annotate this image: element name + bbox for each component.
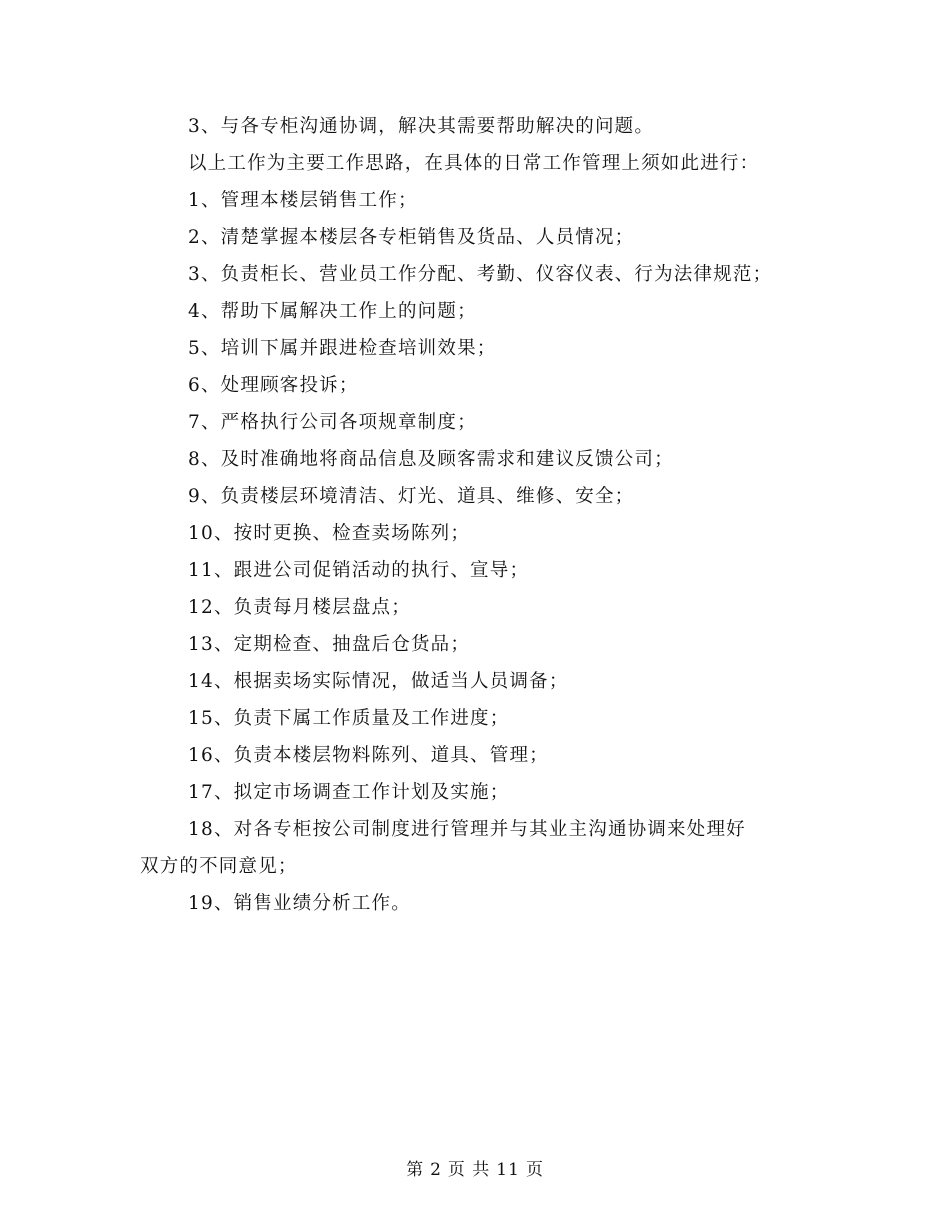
list-item: 5、培训下属并跟进检查培训效果； [188, 338, 497, 359]
list-item: 3、负责柜长、营业员工作分配、考勤、仪容仪表、行为法律规范； [188, 264, 773, 285]
list-item: 13、定期检查、抽盘后仓货品； [188, 634, 471, 655]
footer-page-number: 2 [430, 1160, 442, 1180]
document-body [140, 108, 820, 922]
list-item: 14、根据卖场实际情况，做适当人员调备； [188, 671, 569, 692]
list-item: 2、清楚掌握本楼层各专柜销售及货品、人员情况； [188, 227, 635, 248]
footer-suffix: 页 [525, 1160, 544, 1180]
list-item: 11、跟进公司促销活动的执行、宣导； [188, 560, 530, 581]
footer-total-pages: 11 [496, 1160, 520, 1180]
list-item: 1、管理本楼层销售工作； [188, 190, 418, 211]
list-item: 7、严格执行公司各项规章制度； [188, 412, 477, 433]
list-item: 9、负责楼层环境清洁、灯光、道具、维修、安全； [188, 486, 635, 507]
list-item: 8、及时准确地将商品信息及顾客需求和建议反馈公司； [188, 449, 674, 470]
list-item: 12、负责每月楼层盘点； [188, 597, 411, 618]
paragraph-item-3-coordination: 3、与各专柜沟通协调，解决其需要帮助解决的问题。 [188, 116, 655, 137]
list-item: 6、处理顾客投诉； [188, 375, 359, 396]
list-item-18-line1: 18、对各专柜按公司制度进行管理并与其业主沟通协调来处理好 [188, 819, 746, 840]
list-item: 16、负责本楼层物料陈列、道具、管理； [188, 745, 549, 766]
list-item: 17、拟定市场调查工作计划及实施； [188, 782, 510, 803]
list-item-18-line2: 双方的不同意见； [140, 856, 298, 877]
paragraph-intro: 以上工作为主要工作思路，在具体的日常工作管理上须如此进行： [188, 153, 760, 174]
footer-middle: 页 共 [447, 1160, 491, 1180]
list-item: 10、按时更换、检查卖场陈列； [188, 523, 471, 544]
footer-prefix: 第 [406, 1160, 425, 1180]
list-item-19: 19、销售业绩分析工作。 [188, 893, 411, 914]
list-item: 15、负责下属工作质量及工作进度； [188, 708, 510, 729]
page-footer [0, 1155, 950, 1180]
list-item: 4、帮助下属解决工作上的问题； [188, 301, 477, 322]
